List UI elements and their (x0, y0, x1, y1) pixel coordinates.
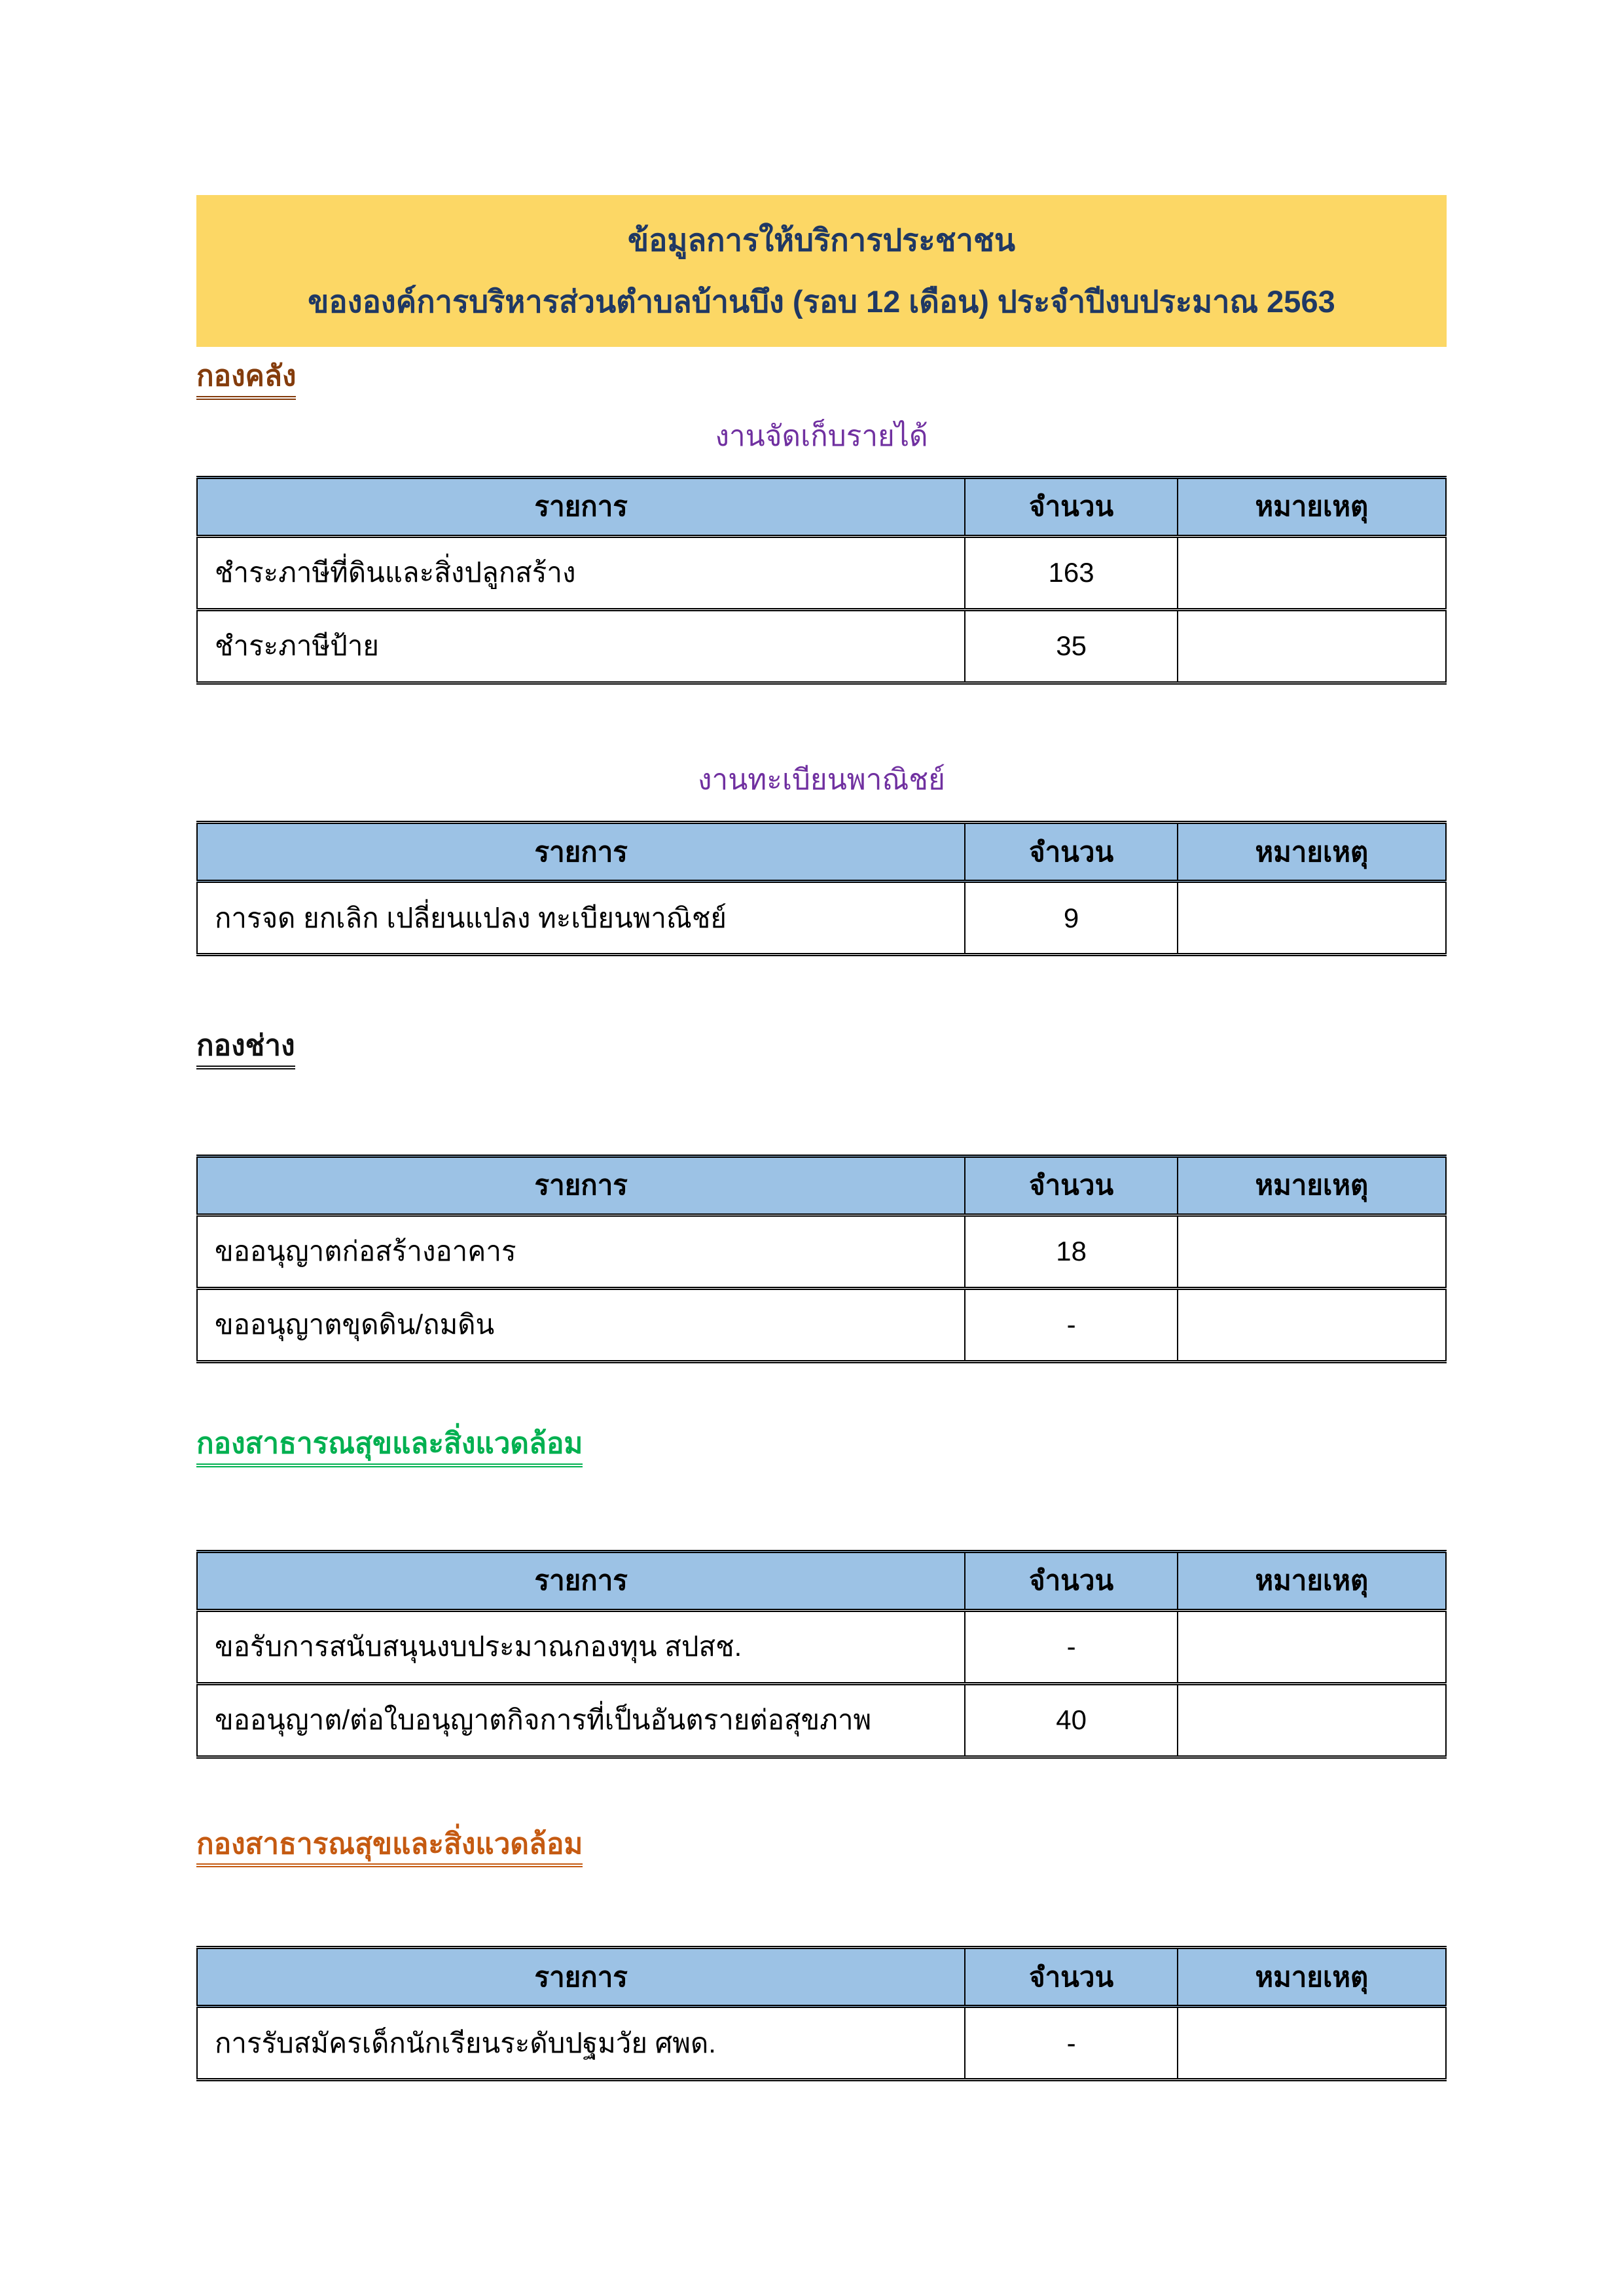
column-header-count: จำนวน (965, 823, 1177, 882)
column-header-item: รายการ (197, 823, 965, 882)
revenue-collection-table (196, 476, 1447, 685)
section-heading-public-health: กองสาธารณสุขและสิ่งแวดล้อม (196, 1427, 1447, 1467)
row-remark (1178, 1683, 1446, 1757)
row-item-label: ขออนุญาต/ต่อใบอนุญาตกิจการที่เป็นอันตรายต่อสุขภาพ (197, 1683, 965, 1757)
table-header-row (197, 823, 1446, 882)
row-item-label: ชำระภาษีป้าย (197, 609, 965, 683)
row-count-value: 40 (965, 1683, 1177, 1757)
table-row (197, 1288, 1446, 1361)
public-health-table (196, 1550, 1447, 1759)
row-remark (1178, 882, 1446, 955)
row-item-label: ขออนุญาตขุดดิน/ถมดิน (197, 1288, 965, 1361)
subsection-title-revenue-collection: งานจัดเก็บรายได้ (715, 420, 928, 452)
column-header-count: จำนวน (965, 1551, 1177, 1610)
table-row (197, 1683, 1446, 1757)
row-item-label: การจด ยกเลิก เปลี่ยนแปลง ทะเบียนพาณิชย์ (197, 882, 965, 955)
column-header-count: จำนวน (965, 1156, 1177, 1215)
column-header-item: รายการ (197, 1156, 965, 1215)
section-heading-finance: กองคลัง (196, 360, 1447, 400)
document-subtitle: ขององค์การบริหารส่วนตำบลบ้านบึง (รอบ 12 เดือน) ประจำปีงบประมาณ 2563 (308, 284, 1335, 319)
document-title: ข้อมูลการให้บริการประชาชน (628, 222, 1015, 257)
row-count-value: - (965, 1610, 1177, 1683)
table-row (197, 2007, 1446, 2080)
table-row (197, 1215, 1446, 1288)
column-header-remark: หมายเหตุ (1178, 1551, 1446, 1610)
row-remark (1178, 609, 1446, 683)
column-header-count: จำนวน (965, 477, 1177, 536)
row-remark (1178, 1288, 1446, 1361)
column-header-remark: หมายเหตุ (1178, 1156, 1446, 1215)
column-header-item: รายการ (197, 477, 965, 536)
column-header-remark: หมายเหตุ (1178, 823, 1446, 882)
row-remark (1178, 2007, 1446, 2080)
column-header-remark: หมายเหตุ (1178, 1948, 1446, 2007)
row-item-label: ชำระภาษีที่ดินและสิ่งปลูกสร้าง (197, 536, 965, 609)
row-remark (1178, 1610, 1446, 1683)
table-row (197, 609, 1446, 683)
column-header-item: รายการ (197, 1948, 965, 2007)
table-row (197, 536, 1446, 609)
column-header-count: จำนวน (965, 1948, 1177, 2007)
row-item-label: การรับสมัครเด็กนักเรียนระดับปฐมวัย ศพด. (197, 2007, 965, 2080)
row-count-value: 9 (965, 882, 1177, 955)
row-item-label: ขอรับการสนับสนุนงบประมาณกองทุน สปสช. (197, 1610, 965, 1683)
row-count-value: 35 (965, 609, 1177, 683)
document-page (196, 0, 1447, 2081)
section-heading-engineering: กองช่าง (196, 1030, 1447, 1069)
row-count-value: 163 (965, 536, 1177, 609)
engineering-table (196, 1155, 1447, 1363)
column-header-remark: หมายเหตุ (1178, 477, 1446, 536)
title-banner (196, 195, 1447, 347)
table-header-row (197, 1156, 1446, 1215)
table-row (197, 1610, 1446, 1683)
commercial-registration-table (196, 821, 1447, 956)
row-remark (1178, 536, 1446, 609)
section-heading-public-health-2: กองสาธารณสุขและสิ่งแวดล้อม (196, 1828, 1447, 1868)
row-remark (1178, 1215, 1446, 1288)
row-count-value: 18 (965, 1215, 1177, 1288)
table-row (197, 882, 1446, 955)
row-count-value: - (965, 2007, 1177, 2080)
table-header-row (197, 1551, 1446, 1610)
row-count-value: - (965, 1288, 1177, 1361)
table-header-row (197, 477, 1446, 536)
column-header-item: รายการ (197, 1551, 965, 1610)
row-item-label: ขออนุญาตก่อสร้างอาคาร (197, 1215, 965, 1288)
subsection-title-commercial-registration: งานทะเบียนพาณิชย์ (698, 763, 945, 796)
table-header-row (197, 1948, 1446, 2007)
early-childhood-table (196, 1946, 1447, 2081)
